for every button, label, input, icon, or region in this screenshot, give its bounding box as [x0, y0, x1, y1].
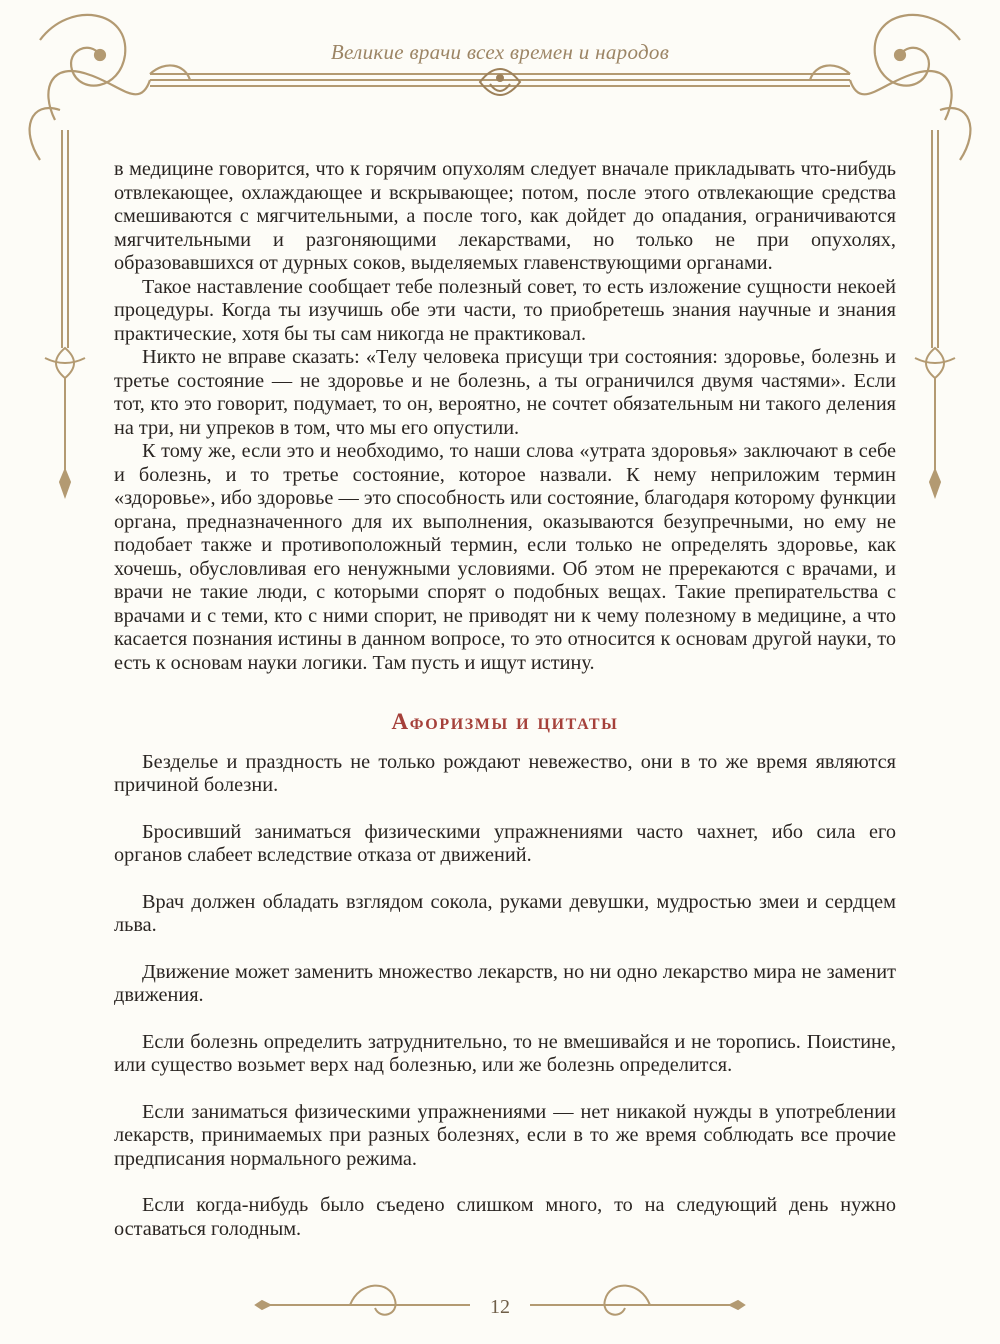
page-number: 12: [490, 1296, 510, 1318]
aphorism-item: Если болезнь определить затруднительно, то не вмешивайся и не торопись. Поистине, или существо возьмет верх над болезнью, или же болезнь определится.: [114, 1030, 896, 1076]
aphorism-item: Безделье и праздность не только рождают невежество, они в то же время являются причиной болезни.: [114, 750, 896, 796]
top-right-corner-ornament: [810, 15, 970, 160]
body-paragraph: в медицине говорится, что к горячим опухолям следует вначале прикладывать что-нибудь отвлекающее, охлаждающее и вскрывающее; потом, после этого отвлекающие средства смешиваются с мягчительными, а после того, как дойдет до опадания, ограничиваются мягчительными и разгоняющими лекарствами, но только не при опухолях, образовавшихся от дурных соков, выделяемых главенствующими органами.: [114, 158, 896, 274]
aphorism-item: Движение может заменить множество лекарств, но ни одно лекарство мира не заменит движения.: [114, 960, 896, 1006]
aphorism-list: [114, 751, 896, 1242]
left-pendant-ornament: [45, 348, 85, 496]
section-heading: Афоризмы и цитаты: [391, 709, 619, 734]
right-pendant-ornament: [915, 348, 955, 496]
body-paragraph: К тому же, если это и необходимо, то наши слова «утрата здоровья» заключают в себе и болезнь, и то третье состояние, которое назвали. К нему неприложим термин «здоровье», ибо здоровье — это способность или состояние, благодаря которому функции органа, предназначенного для их выполнения, оказываются безупречными, но ему не подобает также и противоположный термин, если только не определять здоровье, как хочешь, обусловливая его ненужными условиями. Об этом не пререкаются с врачами, и врачи не такие люди, с которыми спорят о подобных вещах. Такие препирательства с врачами и с теми, кто с ними спорит, не приводят ни к чему полезному в медицине, а что касается познания истины в данном вопросе, то это относится к основам другой науки, то есть к основам науки логики. Там пусть и ищут истину.: [114, 440, 896, 674]
body-paragraph: Такое наставление сообщает тебе полезный совет, то есть изложение сущности некоей процедуры. Когда ты изучишь обе эти части, то приобретешь знания научные и знания практические, хотя бы ты сам никогда не практиковал.: [114, 275, 896, 345]
top-center-ornament: [480, 69, 520, 95]
aphorism-item: Если когда-нибудь было съедено слишком много, то на следующий день нужно оставаться голодным.: [114, 1194, 896, 1240]
aphorism-item: Врач должен обладать взглядом сокола, руками девушки, мудростью змеи и сердцем льва.: [114, 890, 896, 936]
body-paragraph: Никто не вправе сказать: «Телу человека присущи три состояния: здоровье, болезнь и третье состояние — не здоровье и не болезнь, а ты ограничился двумя частями». Если тот, кто это говорит, подумает, то он, вероятно, не сочтет обязательным ни такого деления на три, ни упреков в том, что мы его опустили.: [114, 346, 896, 439]
page-body: [114, 158, 896, 1241]
top-left-corner-ornament: [30, 15, 190, 160]
aphorism-item: Бросивший заниматься физическими упражнениями часто чахнет, ибо сила его органов слабеет вследствие отказа от движений.: [114, 820, 896, 866]
aphorism-item: Если заниматься физическими упражнениями — нет никакой нужды в употреблении лекарств, принимаемых при разных болезнях, если в то же время соблюдать все прочие предписания нормального режима.: [114, 1100, 896, 1170]
running-header-title: Великие врачи всех времен и народов: [330, 40, 670, 64]
